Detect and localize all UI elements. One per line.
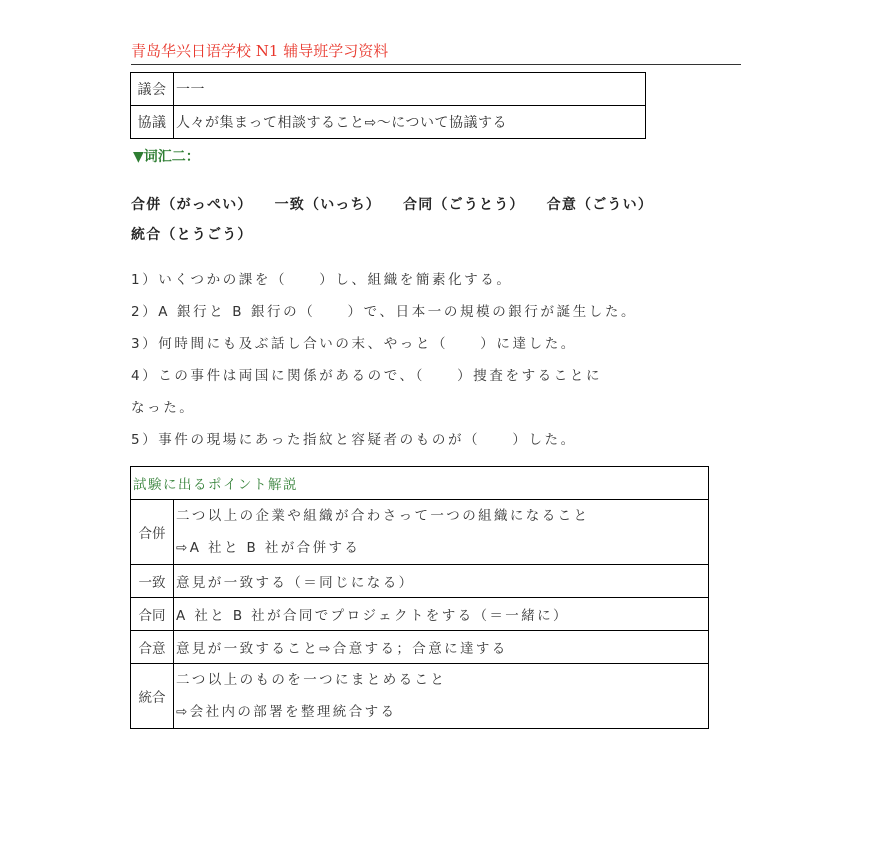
explanation-example: ⇨会社内の部署を整理統合する xyxy=(176,704,397,720)
table-row xyxy=(131,106,646,139)
vocab-word: 合併（がっぺい） xyxy=(131,197,253,213)
vocab-word-list xyxy=(131,190,737,250)
explanation-cell: 意見が一致すること⇨合意する；合意に達する xyxy=(174,631,709,664)
term-cell: 合同 xyxy=(131,598,174,631)
vocab-section-heading: ▼词汇二： xyxy=(133,149,200,165)
question-4: 4）この事件は両国に関係があるので、（ ）捜査をすることに xyxy=(131,368,603,384)
term-cell: 議会 xyxy=(131,73,174,106)
explanation-line: 二つ以上の企業や組織が合わさって一つの組織になること xyxy=(176,508,590,524)
question-3: 3）何時間にも及ぶ話し合いの末、やっと（ ）に達した。 xyxy=(131,336,577,352)
question-4-continued: なった。 xyxy=(131,400,196,416)
vocab-word: 合意（ごうい） xyxy=(546,197,654,213)
question-5: 5）事件の現場にあった指紋と容疑者のものが（ ）した。 xyxy=(131,432,577,448)
definition-table-1 xyxy=(130,72,646,139)
explanation-cell xyxy=(174,664,709,729)
header-title: 青岛华兴日语学校 N1 辅导班学习资料 xyxy=(131,42,389,60)
term-cell: 合併 xyxy=(131,500,174,565)
definition-cell: 人々が集まって相談すること⇨～について協議する xyxy=(174,106,646,139)
table-row xyxy=(131,500,709,565)
table-row xyxy=(131,664,709,729)
document-header xyxy=(131,40,741,65)
vocab-word: 合同（ごうとう） xyxy=(403,197,525,213)
table-row xyxy=(131,73,646,106)
vocab-word: 一致（いっち） xyxy=(274,197,382,213)
table-row xyxy=(131,631,709,664)
explanation-example: ⇨A 社と B 社が合併する xyxy=(176,540,361,556)
table-row xyxy=(131,598,709,631)
term-cell: 協議 xyxy=(131,106,174,139)
explanation-table xyxy=(130,466,709,729)
question-1: 1）いくつかの課を（ ）し、組織を簡素化する。 xyxy=(131,272,513,288)
definition-cell: 一一 xyxy=(174,73,646,106)
section-title: 試験に出るポイント解説 xyxy=(131,467,709,500)
table-row xyxy=(131,565,709,598)
explanation-cell xyxy=(174,500,709,565)
term-cell: 一致 xyxy=(131,565,174,598)
explanation-cell: A 社と B 社が合同でプロジェクトをする（＝一緒に） xyxy=(174,598,709,631)
explanation-cell: 意見が一致する（＝同じになる） xyxy=(174,565,709,598)
question-2: 2）A 銀行と B 銀行の（ ）で、日本一の規模の銀行が誕生した。 xyxy=(131,304,638,320)
table-header-row xyxy=(131,467,709,500)
term-cell: 統合 xyxy=(131,664,174,729)
explanation-line: 二つ以上のものを一つにまとめること xyxy=(176,672,447,688)
vocab-word: 統合（とうごう） xyxy=(131,227,253,243)
term-cell: 合意 xyxy=(131,631,174,664)
